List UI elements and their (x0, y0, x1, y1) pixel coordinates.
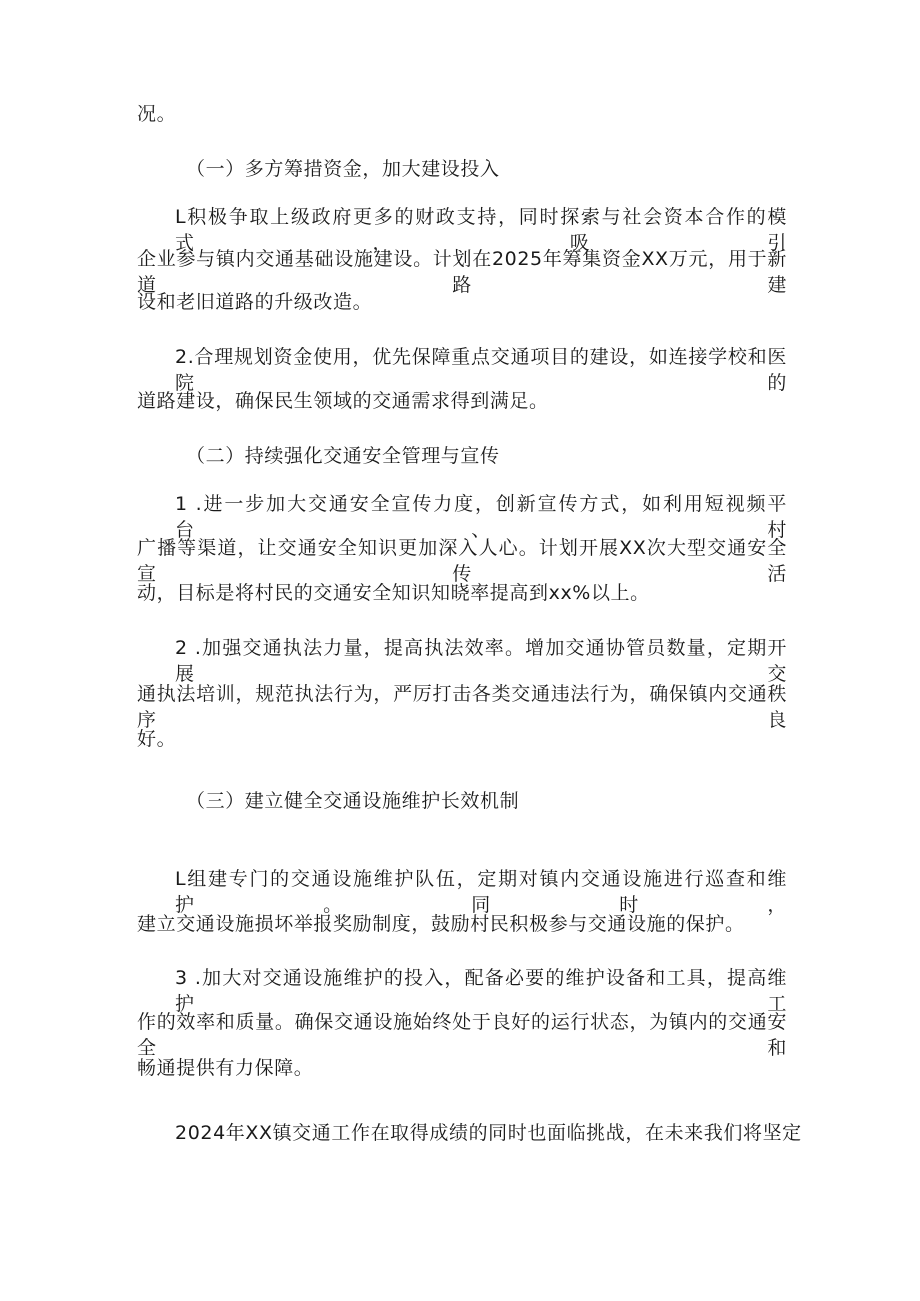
paragraph-line: 广播等渠道，让交通安全知识更加深入人心。计划开展XX次大型交通安全宣传活 (137, 537, 787, 585)
paragraph-line: 好。 (137, 728, 177, 750)
paragraph-line: 3 .加大对交通设施维护的投入，配备必要的维护设备和工具，提高维护工 (175, 967, 787, 1015)
text-line-continuation: 况。 (137, 103, 177, 125)
section-heading-2: （二）持续强化交通安全管理与宣传 (186, 445, 500, 467)
paragraph-line: L组建专门的交通设施维护队伍，定期对镇内交通设施进行巡查和维护。同时， (175, 868, 787, 916)
paragraph-line: 道路建设，确保民生领域的交通需求得到满足。 (137, 390, 549, 412)
paragraph-line: 动，目标是将村民的交通安全知识知晓率提高到xx%以上。 (137, 582, 650, 604)
paragraph-line: 通执法培训，规范执法行为，严厉打击各类交通违法行为，确保镇内交通秩序良 (137, 683, 787, 731)
paragraph-line: 1 .进一步加大交通安全宣传力度，创新宣传方式，如利用短视频平台、村 (175, 493, 787, 541)
paragraph-line: 畅通提供有力保障。 (137, 1057, 314, 1079)
section-heading-3: （三）建立健全交通设施维护长效机制 (186, 790, 520, 812)
paragraph-line: 作的效率和质量。确保交通设施始终处于良好的运行状态，为镇内的交通安全和 (137, 1011, 787, 1059)
paragraph-line: 2.合理规划资金使用，优先保障重点交通项目的建设，如连接学校和医院的 (175, 346, 787, 394)
paragraph-line: L积极争取上级政府更多的财政支持，同时探索与社会资本合作的模式，吸引 (175, 206, 787, 254)
paragraph-line: 2024年XX镇交通工作在取得成绩的同时也面临挑战，在未来我们将坚定 (175, 1122, 802, 1144)
paragraph-line: 2 .加强交通执法力量，提高执法效率。增加交通协管员数量，定期开展交 (175, 637, 787, 685)
paragraph-line: 设和老旧道路的升级改造。 (137, 291, 373, 313)
paragraph-line: 建立交通设施损坏举报奖励制度，鼓励村民积极参与交通设施的保护。 (137, 913, 745, 935)
paragraph-line: 企业参与镇内交通基础设施建设。计划在2025年筹集资金XX万元，用于新道路建 (137, 248, 787, 296)
section-heading-1: （一）多方筹措资金，加大建设投入 (186, 158, 500, 180)
